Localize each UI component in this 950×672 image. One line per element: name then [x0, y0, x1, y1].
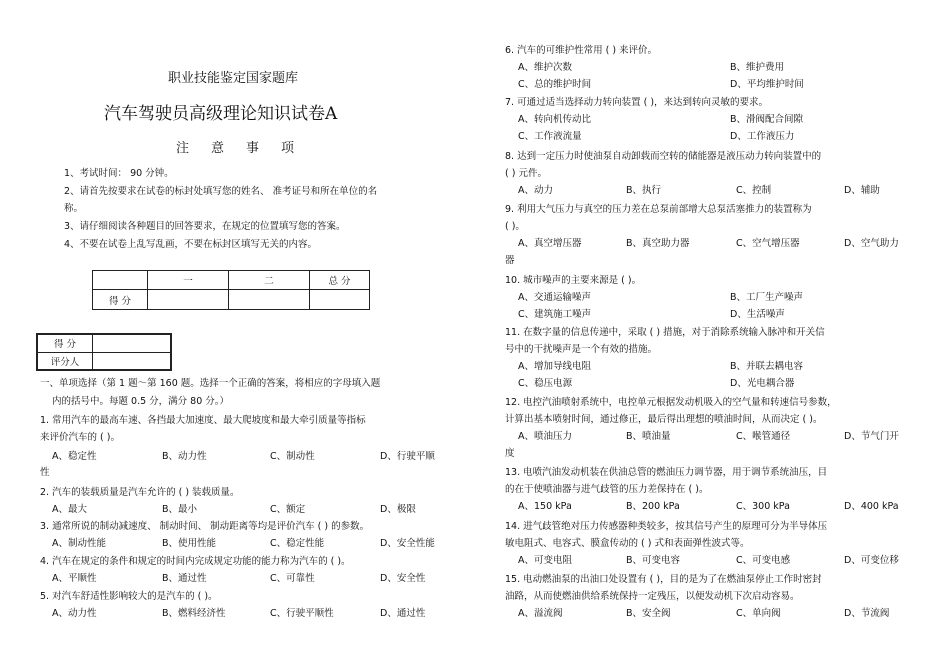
question-stem: 敏电阻式、电容式、膜盒传动的 ( ) 式和表面弹性波式等。: [505, 538, 750, 549]
answer-option: A、喷油压力: [518, 431, 572, 442]
answer-option: C、单向阀: [736, 608, 781, 619]
grader-name-label: 评分人: [37, 352, 93, 370]
question-stem: 1. 常用汽车的最高车速、各挡最大加速度、最大爬坡度和最大牵引质量等指标: [40, 415, 366, 426]
answer-option: C、稳压电源: [518, 378, 573, 389]
question-stem: 9. 利用大气压力与真空的压力差在总泵前部增大总泵活塞推力的装置称为: [505, 204, 812, 215]
answer-option: A、溢流阀: [518, 608, 563, 619]
score-table: [92, 270, 370, 310]
question-stem: 15. 电动燃油泵的出油口处设置有 ( )，目的是为了在燃油泵停止工作时密封: [505, 574, 822, 585]
answer-option: A、增加导线电阻: [518, 361, 591, 372]
answer-option: B、使用性能: [162, 538, 217, 549]
answer-option: B、200 kPa: [626, 501, 680, 512]
answer-option: A、维护次数: [518, 62, 572, 73]
answer-option: B、燃料经济性: [162, 608, 226, 619]
answer-option: B、最小: [162, 504, 198, 515]
answer-option: D、空气助力: [844, 238, 899, 249]
answer-option: A、制动性能: [52, 538, 106, 549]
question-stem: 计算出基本喷射时间，通过修正，最后得出理想的喷油时间，从而决定 ( )。: [505, 414, 823, 425]
answer-option: D、平均维护时间: [730, 79, 804, 90]
question-bank-title: 职业技能鉴定国家题库: [168, 71, 299, 86]
answer-option: D、行驶平顺: [380, 451, 435, 462]
question-stem: 油路，从而使燃油供给系统保持一定残压，以便发动机下次启动容易。: [505, 591, 800, 602]
answer-option: A、可变电阻: [518, 555, 572, 566]
answer-option: D、生活噪声: [730, 309, 785, 320]
question-stem: 2. 汽车的装载质量是汽车允许的 ( ) 装载质量。: [40, 487, 240, 498]
answer-option: A、稳定性: [52, 451, 97, 462]
question-stem: 10. 城市噪声的主要来源是 ( )。: [505, 275, 642, 286]
answer-option: C、行驶平顺性: [270, 608, 334, 619]
grader-score-cell[interactable]: [93, 334, 172, 352]
answer-option: B、真空助力器: [626, 238, 690, 249]
answer-option: C、制动性: [270, 451, 315, 462]
answer-option: B、执行: [626, 185, 662, 196]
question-stem: ( )。: [505, 221, 525, 232]
answer-option: D、光电耦合器: [730, 378, 795, 389]
answer-option: D、400 kPa: [844, 501, 899, 512]
question-stem: 来评价汽车的 ( )。: [40, 432, 120, 443]
answer-option: B、安全阀: [626, 608, 671, 619]
answer-option: B、并联去耦电容: [730, 361, 804, 372]
question-stem: 14. 进气歧管绝对压力传感器种类较多，按其信号产生的原理可分为半导体压: [505, 521, 828, 532]
question-stem: 13. 电喷汽油发动机装在供油总管的燃油压力调节器，用于调节系统油压，目: [505, 467, 828, 478]
answer-option: D、节气门开: [844, 431, 899, 442]
score-cell-1[interactable]: [148, 290, 229, 310]
answer-option: A、转向机传动比: [518, 114, 591, 125]
answer-option: C、空气增压器: [736, 238, 800, 249]
answer-option: C、可靠性: [270, 573, 315, 584]
answer-option: D、极限: [380, 504, 416, 515]
answer-option: C、总的维护时间: [518, 79, 592, 90]
question-stem: 7. 可通过适当选择动力转向装置 ( )，来达到转向灵敏的要求。: [505, 97, 769, 108]
notice-heading: 注意事项: [176, 141, 317, 156]
answer-option: C、可变电感: [736, 555, 791, 566]
exam-title: 汽车驾驶员高级理论知识试卷A: [104, 104, 338, 124]
note-2-cont: 称。: [64, 203, 84, 214]
answer-option: D、节流阀: [844, 608, 890, 619]
answer-option: A、动力: [518, 185, 553, 196]
question-stem: 4. 汽车在规定的条件和规定的时间内完成规定功能的能力称为汽车的 ( )。: [40, 556, 351, 567]
answer-option: C、建筑施工噪声: [518, 309, 592, 320]
answer-option-wrap: 器: [505, 255, 515, 266]
note-4: 4、不要在试卷上乱写乱画，不要在标封区填写无关的内容。: [64, 239, 318, 250]
answer-option: A、平顺性: [52, 573, 97, 584]
answer-option: B、动力性: [162, 451, 207, 462]
answer-option: D、工作液压力: [730, 131, 795, 142]
question-stem: 8. 达到一定压力时使油泵自动卸载而空转的储能器是液压动力转向装置中的: [505, 151, 822, 162]
answer-option: A、交通运输噪声: [518, 292, 591, 303]
score-header-total: 总 分: [310, 271, 370, 290]
question-stem: 3. 通常所说的制动减速度、 制动时间、 制动距离等均是评价汽车 ( ) 的参数。: [40, 521, 370, 532]
question-stem: 的在于使喷油器与进气歧管的压力差保持在 ( )。: [505, 484, 709, 495]
question-stem: ( ) 元件。: [505, 168, 547, 179]
score-header-1: 一: [148, 271, 229, 290]
answer-option: D、可变位移: [844, 555, 899, 566]
answer-option: A、最大: [52, 504, 87, 515]
answer-option: D、通过性: [380, 608, 426, 619]
question-stem: 12. 电控汽油喷射系统中，电控单元根据发动机吸入的空气量和转速信号参数，: [505, 397, 837, 408]
answer-option: B、通过性: [162, 573, 207, 584]
note-3: 3、请仔细阅读各种题目的回答要求，在规定的位置填写您的答案。: [64, 221, 346, 232]
answer-option: D、安全性: [380, 573, 426, 584]
note-1: 1、考试时间： 90 分钟。: [64, 168, 174, 179]
answer-option: A、真空增压器: [518, 238, 582, 249]
grader-table: [36, 333, 172, 371]
answer-option-wrap: 性: [40, 467, 50, 478]
answer-option: A、150 kPa: [518, 501, 572, 512]
answer-option: A、动力性: [52, 608, 97, 619]
answer-option: B、维护费用: [730, 62, 785, 73]
answer-option: B、工厂生产噪声: [730, 292, 804, 303]
question-stem: 6. 汽车的可维护性常用 ( ) 来评价。: [505, 45, 658, 56]
answer-option: C、工作液流量: [518, 131, 582, 142]
answer-option: B、滑阀配合间隙: [730, 114, 804, 125]
answer-option: C、喉管通径: [736, 431, 791, 442]
grader-score-label: 得 分: [37, 334, 93, 352]
score-header-2: 二: [229, 271, 310, 290]
answer-option: C、稳定性能: [270, 538, 325, 549]
score-table-corner: [93, 271, 148, 290]
answer-option: B、可变电容: [626, 555, 681, 566]
answer-option-wrap: 度: [505, 448, 515, 459]
question-stem: 号中的干扰噪声是一个有效的措施。: [505, 344, 658, 355]
answer-option: C、额定: [270, 504, 306, 515]
score-cell-total[interactable]: [310, 290, 370, 310]
grader-name-cell[interactable]: [93, 352, 172, 370]
question-stem: 11. 在数字量的信息传递中，采取 ( ) 措施，对于消除系统输入脉冲和开关信: [505, 327, 825, 338]
answer-option: C、控制: [736, 185, 772, 196]
section-heading: 一、单项选择（第 1 题～第 160 题。选择一个正确的答案，将相应的字母填入题: [40, 378, 381, 389]
section-heading-cont: 内的括号中。每题 0.5 分，满分 80 分。）: [52, 396, 230, 407]
question-stem: 5. 对汽车舒适性影响较大的是汽车的 ( )。: [40, 591, 218, 602]
score-cell-2[interactable]: [229, 290, 310, 310]
score-row-label: 得 分: [93, 290, 148, 310]
answer-option: D、辅助: [844, 185, 880, 196]
answer-option: D、安全性能: [380, 538, 435, 549]
answer-option: C、300 kPa: [736, 501, 790, 512]
note-2: 2、请首先按要求在试卷的标封处填写您的姓名、 准考证号和所在单位的名: [64, 186, 378, 197]
answer-option: B、喷油量: [626, 431, 671, 442]
